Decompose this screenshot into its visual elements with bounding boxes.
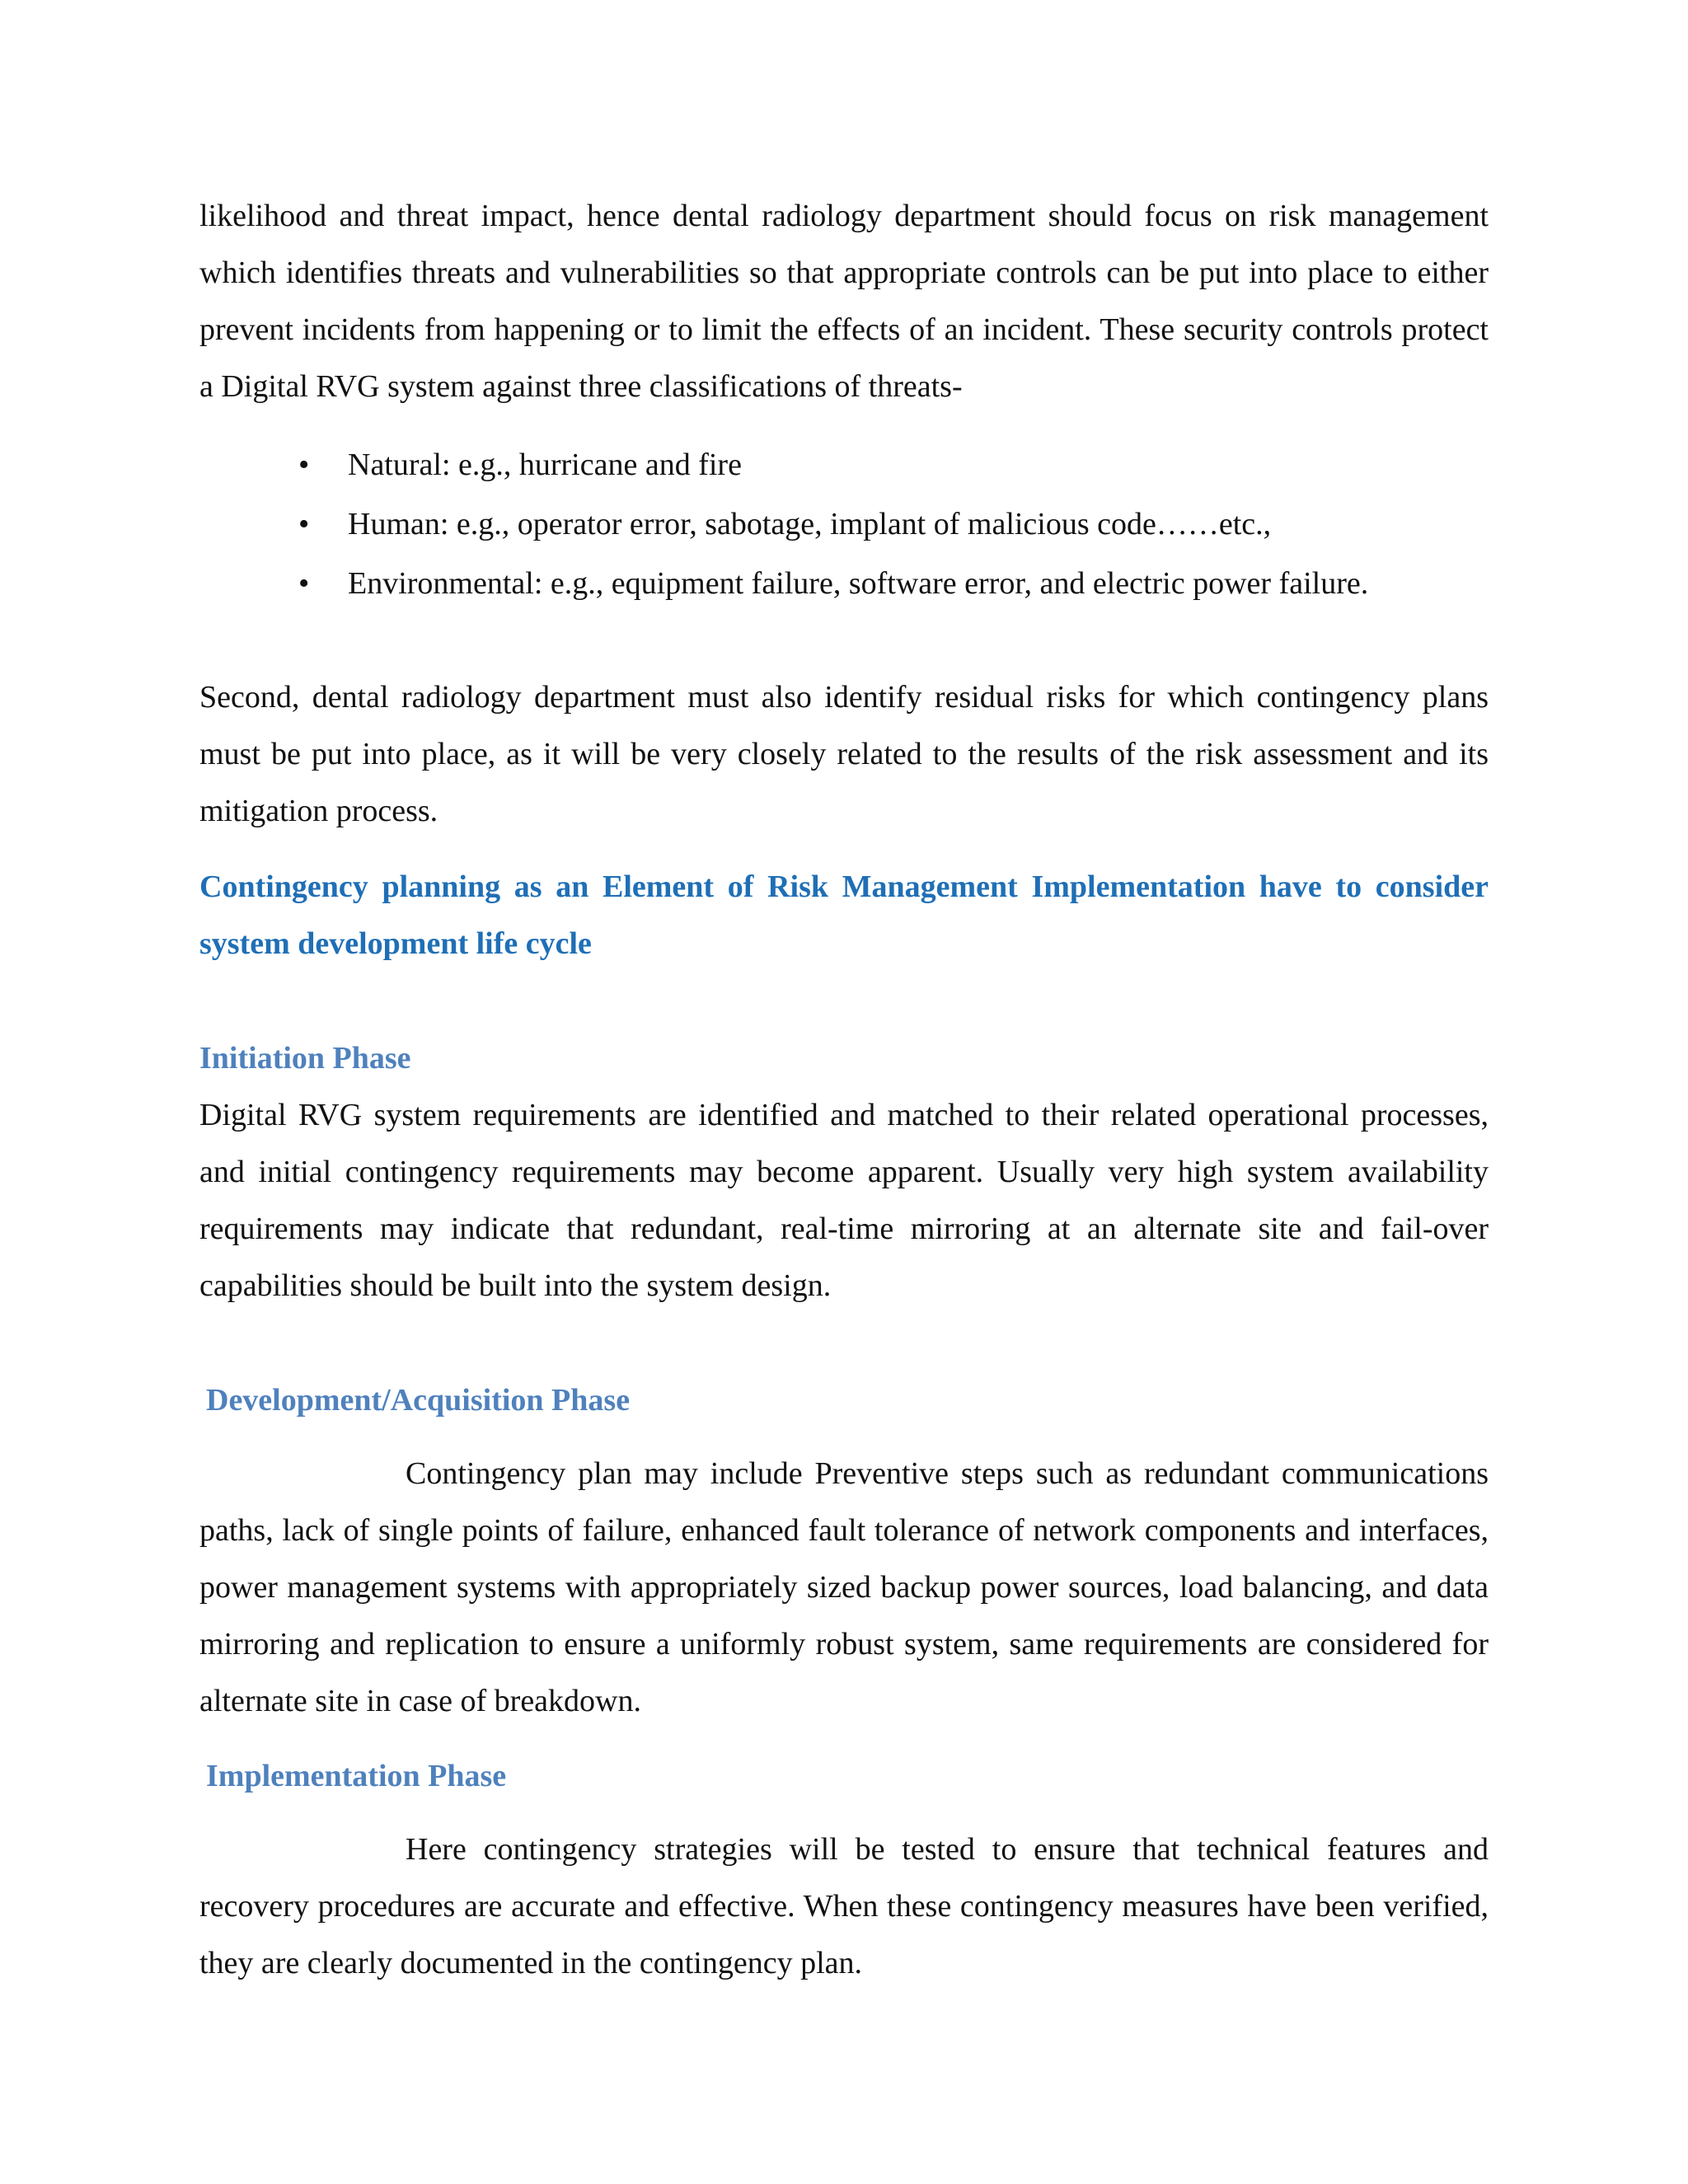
section-heading: Contingency planning as an Element of Risk Management Implementation have to consider system development life cycle <box>199 869 1489 961</box>
intro-paragraph: likelihood and threat impact, hence dental radiology department should focus on risk management which identifies threats and vulnerabilities so that appropriate controls can be put into place to either prevent incidents from happening or to limit the effects of an incident. These security controls protect a Digital RVG system against three classifications of threats- <box>199 199 1489 404</box>
implementation-phase-title: Implementation Phase <box>206 1759 507 1793</box>
threat-environmental: Environmental: e.g., equipment failure, software error, and electric power failure. <box>348 566 1369 601</box>
second-paragraph: Second, dental radiology department must also identify residual risks for which contingency plans must be put into place, as it will be very closely related to the results of the risk assessment and its mitigation process. <box>199 680 1489 828</box>
list-item <box>199 554 1489 613</box>
threat-list <box>199 435 1489 613</box>
implementation-phase-text: Here contingency strategies will be tested to ensure that technical features and recovery procedures are accurate and effective. When these contingency measures have been verified, they are clearly documented in the contingency plan. <box>199 1832 1489 1980</box>
bullet-icon: • <box>298 507 310 541</box>
threat-list-container <box>199 435 1489 613</box>
threat-natural: Natural: e.g., hurricane and fire <box>348 448 742 482</box>
list-item <box>199 494 1489 554</box>
initiation-phase-text: Digital RVG system requirements are identified and matched to their related operational processes, and initial contingency requirements may become apparent. Usually very high system availability requirements may indicate that redundant, real-time mirroring at an alternate site and fail-over capabilities should be built into the system design. <box>199 1098 1489 1303</box>
bullet-icon: • <box>298 448 310 482</box>
development-phase-title: Development/Acquisition Phase <box>206 1383 631 1418</box>
development-phase-text: Contingency plan may include Preventive steps such as redundant communications paths, lack of single points of failure, enhanced fault tolerance of network components and interfaces, power management systems with appropriately sized backup power sources, load balancing, and data mirroring and replication to ensure a uniformly robust system, same requirements are considered for alternate site in case of breakdown. <box>199 1456 1489 1718</box>
threat-human: Human: e.g., operator error, sabotage, implant of malicious code……etc., <box>348 507 1272 541</box>
initiation-phase-title: Initiation Phase <box>199 1041 411 1076</box>
bullet-icon: • <box>298 566 310 601</box>
list-item <box>199 435 1489 494</box>
